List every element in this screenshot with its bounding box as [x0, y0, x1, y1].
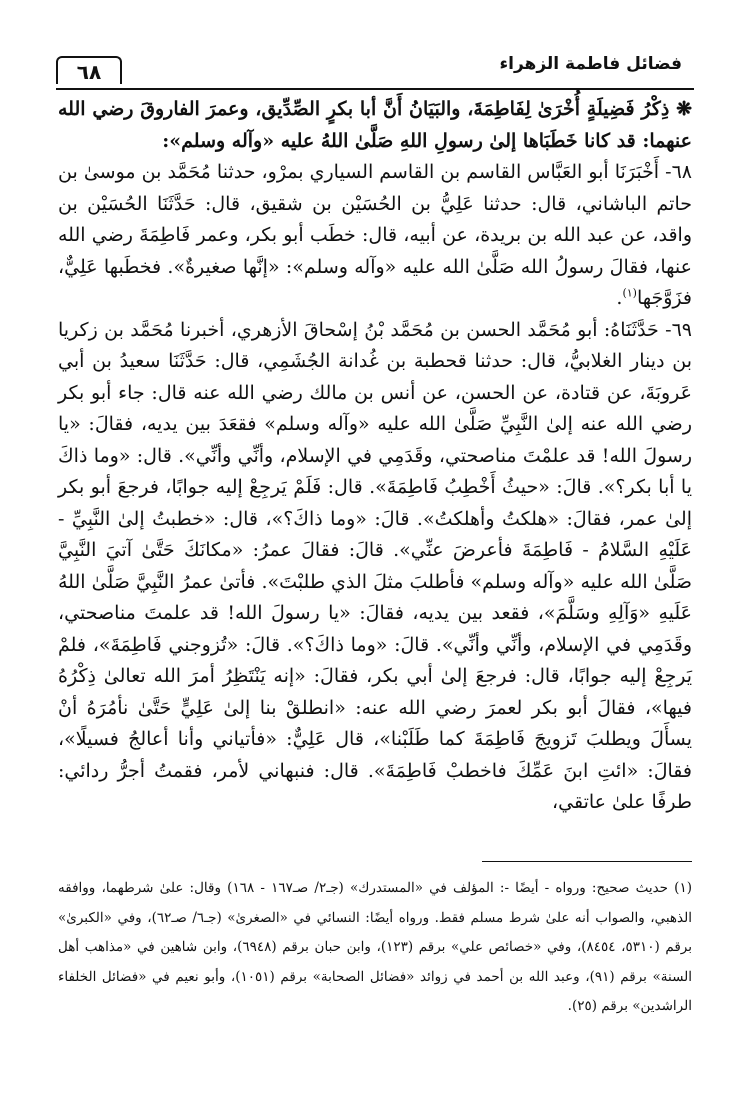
footnote-ref-1: (١)	[622, 286, 637, 300]
running-header	[56, 52, 694, 90]
main-text	[58, 94, 692, 819]
hadith-68-end: .	[616, 287, 623, 309]
hadith-paragraph-69: ٦٩- حَدَّثَنَاهُ: أبو مُحَمَّد الحسن بن مُحَمَّد بْنُ إسْحاقَ الأزهري، أخبرنا مُحَمَّد بن زكريا بن دينار الغلابيُّ، قال: حدثنا قحطبة بن غُدانة الجُشَمِي، قال: حَدَّثَنَا سعيدُ بن أبي عَروبَةَ، عن قتادة، عن الحسن، عن أنس بن مالك رضي الله عنه قال: جاء أبو بكر رضي الله عنه إلىٰ النَّبِيِّ صَلَّىٰ الله عليه «وآله وسلم» فقعَدَ بين يديه، فقالَ: «يا رسولَ الله! قد علمْتَ مناصحتي، وقَدَمِي في الإسلام، وأنِّي وأنِّي». قال: «وما ذاكَ يا أبا بكر؟». قالَ: «حيثُ أَخْطِبُ فَاطِمَةَ». قال: فَلَمْ يَرجِعْ إليه جوابًا، فرجعَ أبو بكر إلىٰ عمر، فقالَ: «هلكتُ وأهلكتُ». قالَ: «وما ذاكَ؟»، قال: «خطبتُ إلىٰ النَّبِيِّ - عَلَيْهِ السَّلامُ - فَاطِمَةَ فأعرضَ عنِّي». قالَ: فقالَ عمرُ: «مكانَكَ حَتَّىٰ آتيَ النَّبِيَّ صَلَّىٰ الله عليه «وآله وسلم» فأطلبَ مثلَ الذي طلبْتَ». فأتىٰ عمرُ النَّبِيَّ صَلَّىٰ اللهُ عَلَيهِ «وَآلِهِ وسَلَّمَ»، فقعد بين يديه، فقالَ: «يا رسولَ الله! قد علمتَ مناصحتي، وقَدَمِي في الإسلام، وأنِّي وأنِّي». قالَ: «وما ذاكَ؟». قالَ: «تُزوجني فَاطِمَةَ»، فلمْ يَرجِعْ إليه جوابًا، قال: فرجعَ إلىٰ أبي بكر، فقالَ: «إنه يَنْتَظِرُ أمرَ الله تعالىٰ ذِكْرُهُ فيها»، فقالَ أبو بكر لعمرَ رضي الله عنه: «انطلقْ بنا إلىٰ عَلِيٍّ حَتَّىٰ نأمُرَهُ أنْ يسأَلَ ويطلبَ تَزويجَ فَاطِمَةَ كما طَلَبْنا»، قال عَلِيٌّ: «فأتياني وأنا أعالجُ فسيلًا»، فقالَ: «ائتِ ابنَ عَمِّكَ فاخطبْ فَاطِمَةَ». قال: فنبهاني لأمر، فقمتُ أجرُّ ردائي: طرفًا علىٰ عاتقي،	[58, 318, 692, 813]
footnote-1: (١) حديث صحيح: ورواه - أيضًا -: المؤلف في «المستدرك» (جـ٢/ صـ١٦٧ - ١٦٨) وقال: علىٰ شرطهما، ووافقه الذهبي، والصواب أنه علىٰ شرط مسلم فقط. ورواه أيضًا: النسائي في «الصغرىٰ» (جـ٦/ صـ٦٢)، وفي «الكبرىٰ» برقم (٥٣١٠، ٨٤٥٤)، وفي «خصائص علي» برقم (١٢٣)، وابن حبان برقم (٦٩٤٨)، وابن شاهين في «مذاهب أهل السنة» برقم (٩١)، وعبد الله بن أحمد في زوائد «فضائل الصحابة» برقم (١٠٥١)، وأبو نعيم في «فضائل الخلفاء الراشدين» برقم (٢٥).	[58, 880, 693, 1014]
page-number: ٦٨	[56, 56, 122, 84]
section-heading: ❋ ذِكْرُ فَضِيلَةٍ أُخْرَىٰ لِفَاطِمَةَ، والبَيَانُ أَنَّ أبا بكرٍ الصِّدِّيق، وعمرَ الفاروقَ رضي الله عنهما: قد كانا خَطَبَاها إلىٰ رسولِ اللهِ صَلَّىٰ اللهُ عليه «وآله وسلم»:	[58, 98, 692, 152]
header-title: فضائل فاطمة الزهراء	[499, 54, 682, 74]
footnote-separator	[482, 861, 692, 862]
footnotes	[58, 874, 692, 1022]
hadith-paragraph-68	[58, 157, 692, 315]
hadith-68-text: ٦٨- أَخْبَرَنَا أبو العَبَّاس القاسم بن القاسم السياري بمرْو، حدثنا مُحَمَّد بن موسىٰ بن حاتم الباشاني، قال: حدثنا عَلِيُّ بن الحُسَيْن بن شقيق، قال: حَدَّثَنَا الحُسَيْن بن واقد، عن عبد الله بن بريدة، عن أبيه، قال: خطَب أبو بكر، وعمر فَاطِمَةَ رضي الله عنها، فقالَ رسولُ الله صَلَّىٰ الله عليه «وآله وسلم»: «إنَّها صغيرةٌ». فخطَبها عَلِيٌّ، فزَوَّجَها	[58, 161, 692, 309]
